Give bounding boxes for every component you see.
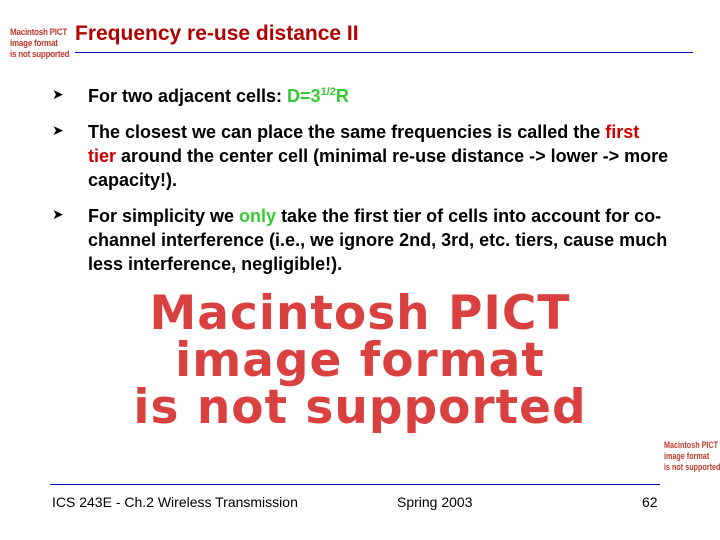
pict-line-1: Macintosh PICT: [149, 286, 571, 341]
pict-placeholder-corner: [664, 440, 720, 473]
bullet-item: [52, 204, 672, 274]
footer-term: Spring 2003: [397, 494, 473, 510]
formula-exponent: 1/2: [320, 86, 336, 98]
footer-course: ICS 243E - Ch.2 Wireless Transmission: [52, 494, 298, 510]
bullet-1-prefix: For two adjacent cells:: [88, 86, 288, 106]
only-highlight: only: [239, 206, 277, 226]
logo-line-2: image format: [10, 38, 58, 49]
logo-line-1: Macintosh PICT: [10, 27, 68, 38]
bullet-text: [88, 204, 672, 276]
title-divider: [75, 52, 693, 53]
slide-title: Frequency re-use distance II: [75, 22, 359, 45]
corner-line-1: Macintosh PICT: [664, 440, 719, 450]
pict-placeholder-image: [60, 286, 660, 435]
pict-line-2: image format: [175, 333, 545, 388]
bullet-2-text-a: The closest we can place the same frequencies is called the: [88, 122, 606, 142]
pict-placeholder-logo: [10, 27, 70, 60]
bullet-arrow-icon: ➤: [52, 86, 64, 102]
bullet-2-text-b: around the center cell (minimal re-use distance -> lower -> more capacity!).: [88, 146, 669, 190]
bullet-3-text-b: take the first tier of cells into account for co-channel interference (i.e., we ignore 2nd, 3rd, etc. tiers, cause much less interference, negligible!).: [88, 206, 668, 274]
corner-line-2: image format: [664, 451, 710, 461]
corner-line-3: is not supported: [664, 462, 720, 472]
bullet-text: [88, 84, 672, 108]
bullet-item: [52, 120, 672, 192]
bullet-list: [52, 84, 672, 274]
bullet-arrow-icon: ➤: [52, 206, 64, 222]
bullet-text: [88, 120, 672, 192]
bullet-arrow-icon: ➤: [52, 122, 64, 138]
bullet-3-text-a: For simplicity we: [88, 206, 240, 226]
formula-tail: R: [335, 86, 349, 106]
footer-divider: [50, 484, 660, 485]
logo-line-3: is not supported: [10, 49, 70, 60]
formula-base: D=3: [287, 86, 321, 106]
first-tier-highlight: first tier: [88, 122, 640, 166]
page-number: 62: [642, 494, 658, 510]
pict-line-3: is not supported: [133, 380, 587, 435]
bullet-item: [52, 84, 672, 108]
